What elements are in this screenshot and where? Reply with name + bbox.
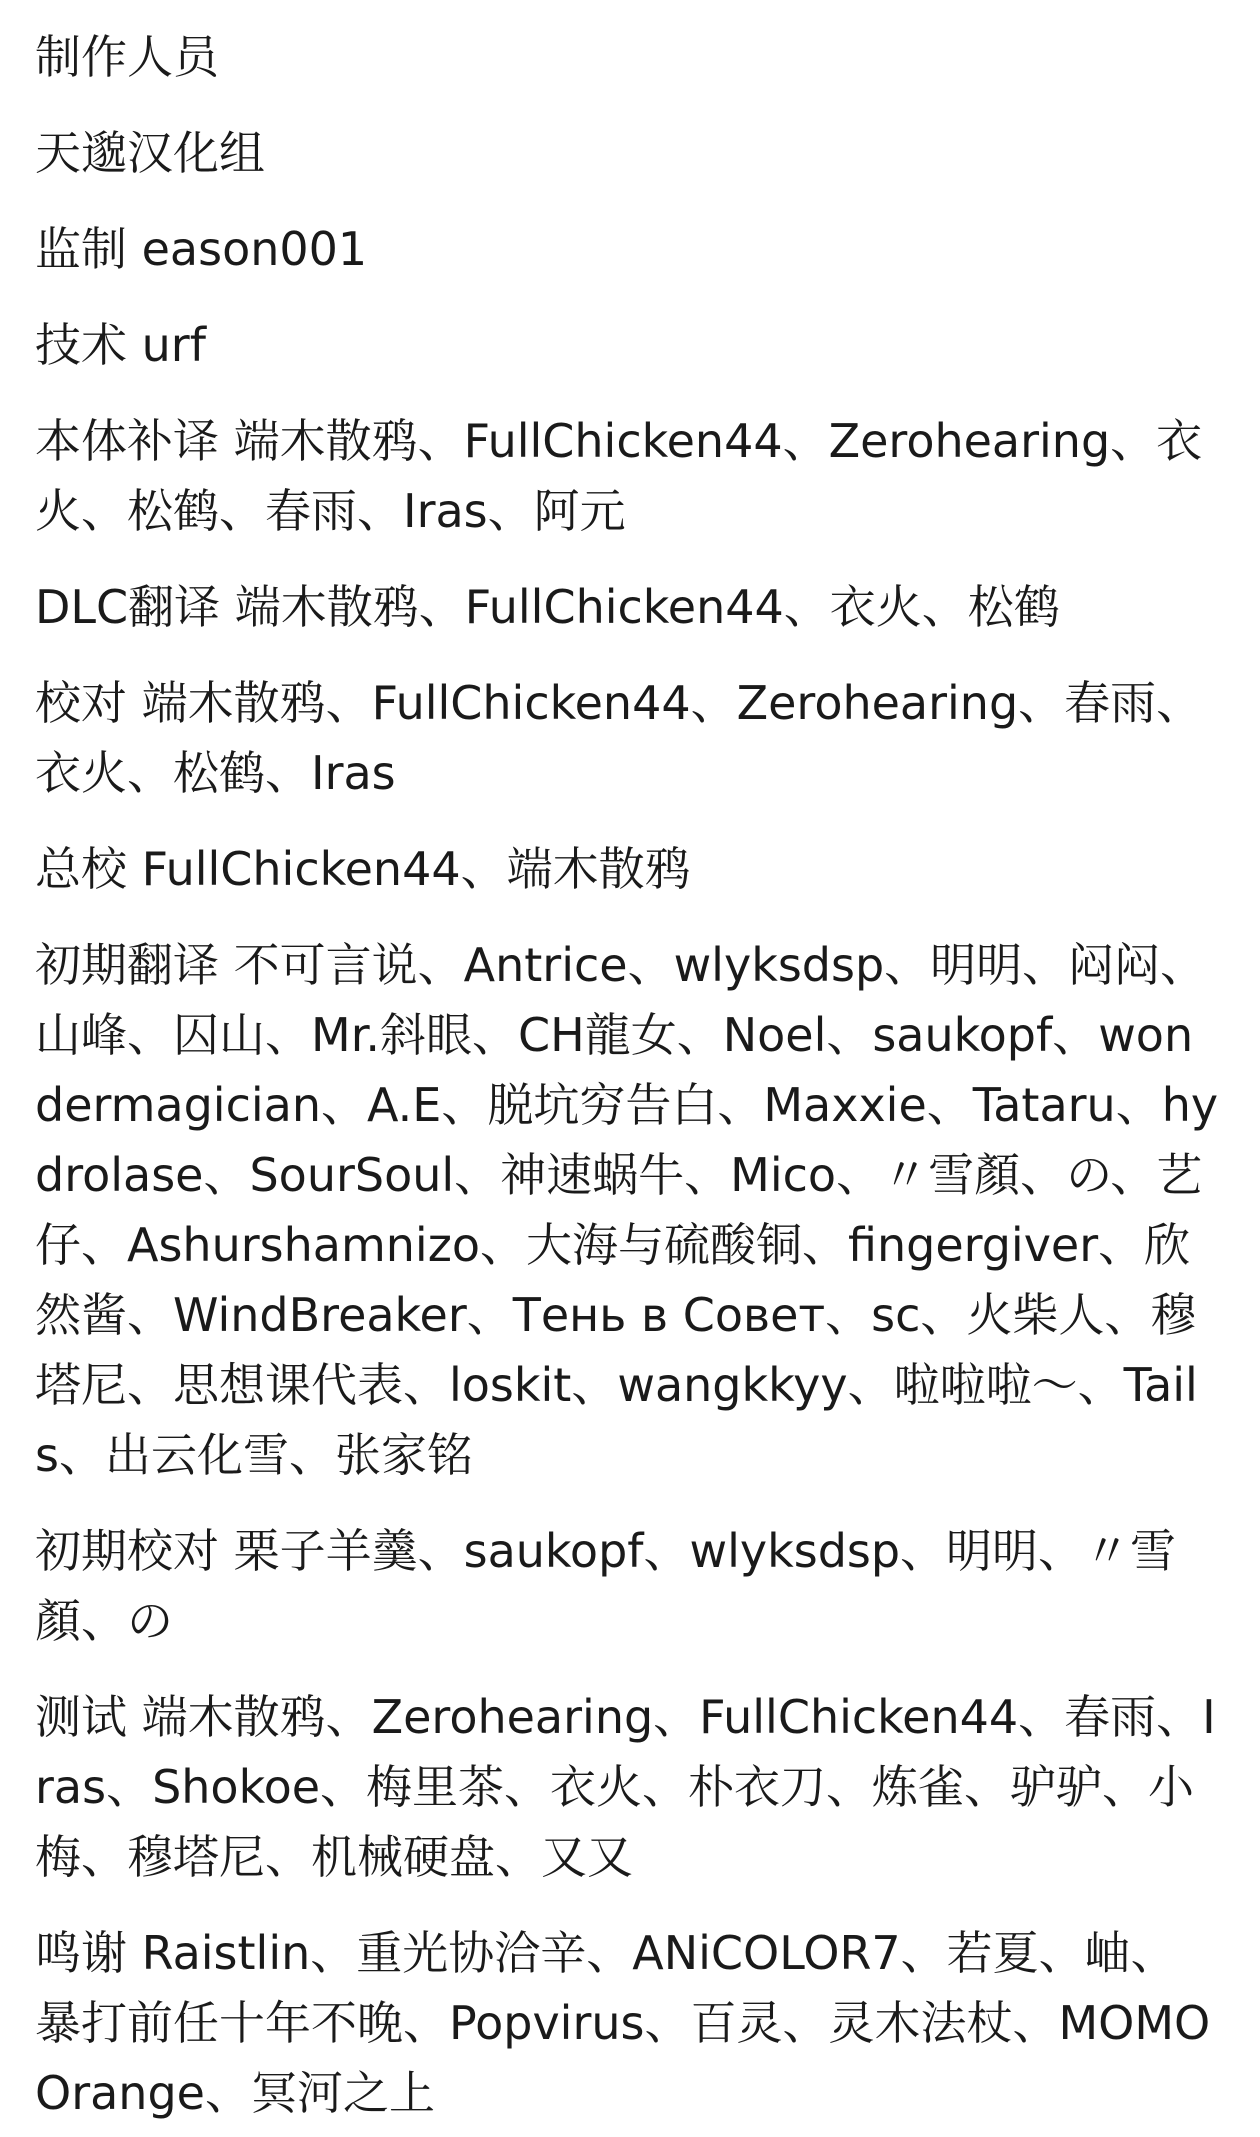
credit-testing: 测试 端木散鸦、Zerohearing、FullChicken44、春雨、Iras、Shokoe、梅里茶、衣火、朴衣刀、炼雀、驴驴、小梅、穆塔尼、机械硬盘、又又 [35,1690,1216,1884]
credit-dlc-translation: DLC翻译 端木散鸦、FullChicken44、衣火、松鹤 [35,580,1060,634]
credit-supervisor: 监制 eason001 [35,222,368,276]
credit-thanks: 鸣谢 Raistlin、重光协洽辛、ANiCOLOR7、若夏、岫、暴打前任十年不晚、Popvirus、百灵、灵木法杖、MOMO Orange、冥河之上 [35,1926,1211,2120]
credit-proofreading: 校对 端木散鸦、FullChicken44、Zerohearing、春雨、衣火、松鹤、Iras [35,676,1203,800]
credits-title: 制作人员 [35,30,219,84]
credit-early-proofreading: 初期校对 栗子羊羹、saukopf、wlyksdsp、明明、〃雪顏、の [35,1524,1177,1648]
credit-early-translation: 初期翻译 不可言说、Antrice、wlyksdsp、明明、闷闷、山峰、囚山、Mr.斜眼、CH龍女、Noel、saukopf、wondermagician、A.E、脱坑穷告白、Maxxie、Tataru、hydrolase、SourSoul、神速蜗牛、Mico、〃雪顏、の、艺仔、Ashurshamnizo、大海与硫酸铜、fingergiver、欣然酱、WindBreaker、Тень в Совет、sc、火柴人、穆塔尼、思想课代表、loskit、wangkkyy、啦啦啦～、Tails、出云化雪、张家铭 [35,938,1219,1482]
credit-main-translation: 本体补译 端木散鸦、FullChicken44、Zerohearing、衣火、松鹤、春雨、Iras、阿元 [35,414,1203,538]
credit-chief-proofreading: 总校 FullChicken44、端木散鸦 [35,842,691,896]
translation-group: 天邈汉化组 [35,126,265,180]
credit-tech: 技术 urf [35,318,206,372]
